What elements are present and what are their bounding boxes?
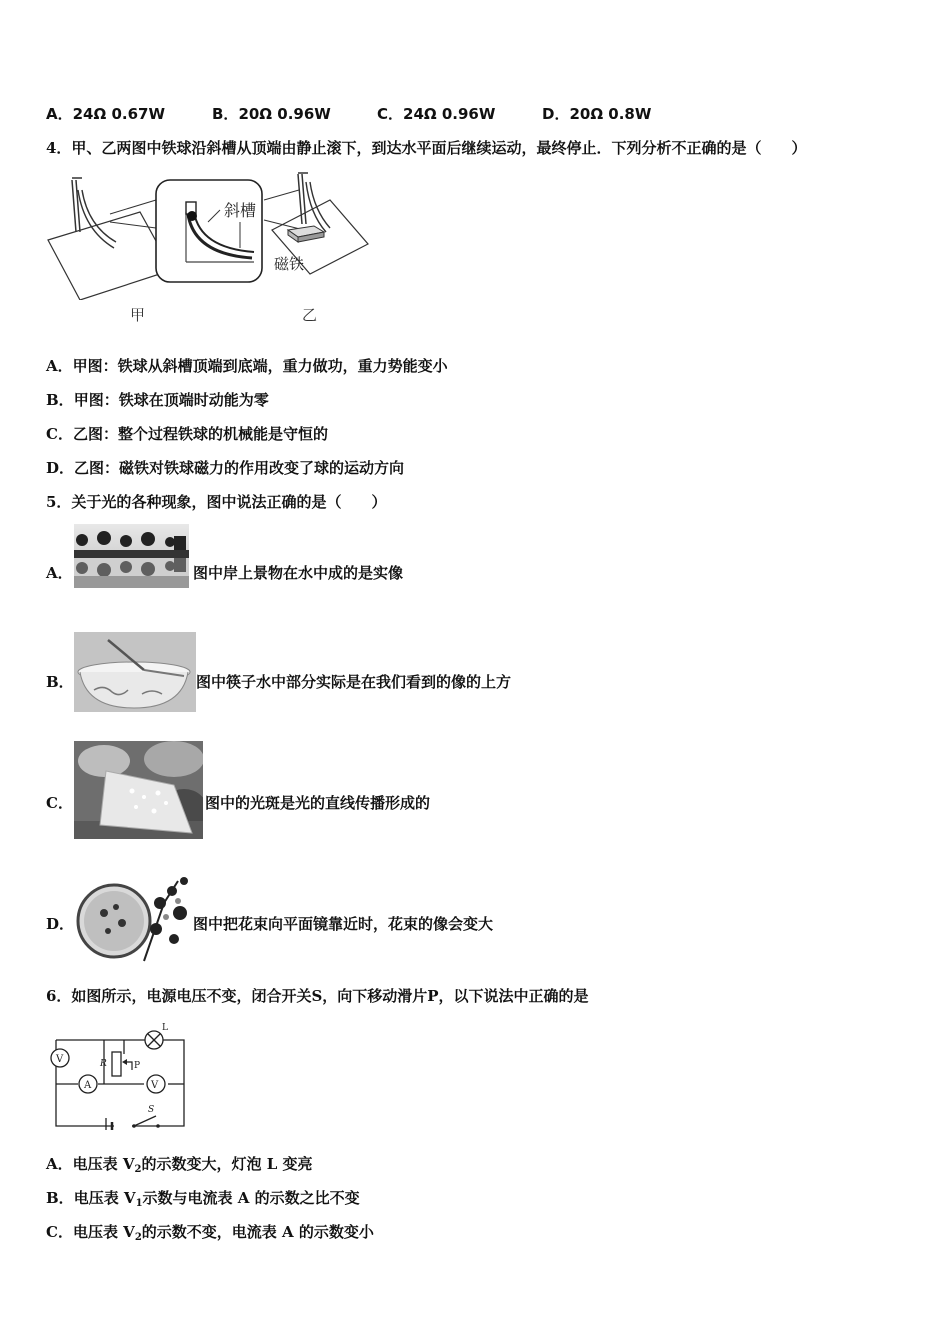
option-subscript: 2 — [134, 1164, 142, 1175]
option-subscript: 2 — [134, 1232, 142, 1243]
option-text: 20Ω 0.8W — [569, 105, 652, 123]
option-text: 甲图：铁球在顶端时动能为零 — [73, 391, 269, 409]
q6-option-c — [46, 1222, 374, 1248]
option-text: 乙图：整个过程铁球的机械能是守恒的 — [72, 425, 328, 443]
option-label: C． — [46, 1223, 73, 1241]
option-text: 20Ω 0.96W — [238, 105, 331, 123]
option-text-pre: 电压表 V — [73, 1189, 136, 1207]
option-label: B． — [46, 1189, 74, 1207]
option-label: D． — [46, 459, 75, 477]
option-text: 24Ω 0.96W — [403, 105, 496, 123]
q4-option-a — [46, 356, 448, 376]
magnet-icon — [288, 226, 324, 242]
option-text: 乙图：磁铁对铁球磁力的作用改变了球的运动方向 — [74, 459, 405, 477]
figure-caption-a: 甲 — [130, 306, 146, 324]
slot-zoom-icon — [156, 180, 262, 282]
ammeter-icon — [79, 1075, 97, 1093]
option-text: 甲图：铁球从斜槽顶端到底端，重力做功，重力势能变小 — [72, 357, 448, 375]
q5-option-d-text: 图中把花束向平面镜靠近时，花束的像会变大 — [193, 915, 494, 933]
q3-option-b — [212, 103, 331, 124]
voltmeter-v2-icon — [147, 1075, 165, 1093]
option-label: C． — [46, 425, 73, 443]
q5-stem: 5．关于光的各种现象，图中说法正确的是（ ） — [46, 493, 387, 511]
option-label: A． — [46, 1155, 73, 1173]
resistor-icon — [112, 1052, 121, 1076]
plane-a-icon — [48, 178, 172, 300]
option-label: B． — [212, 105, 239, 123]
v2-label: V — [151, 1080, 159, 1091]
light-spots-photo — [74, 741, 203, 839]
option-label: B． — [46, 391, 74, 409]
resistor-label: R — [100, 1059, 107, 1069]
option-label: D． — [542, 105, 570, 123]
q5-option-a-label: A． — [46, 564, 73, 582]
q3-option-a — [46, 103, 165, 124]
q3-option-c — [377, 103, 495, 124]
lamp-label: L — [162, 1023, 168, 1033]
q4-option-c — [46, 424, 328, 444]
q5-option-b-label: B． — [46, 673, 74, 691]
option-label: C． — [377, 105, 404, 123]
q5-option-b-text: 图中筷子水中部分实际是在我们看到的像的上方 — [196, 673, 512, 691]
option-label: A． — [46, 105, 73, 123]
battery-icon — [106, 1118, 112, 1130]
lamp-icon — [145, 1031, 163, 1049]
q4-option-b — [46, 390, 269, 410]
option-text: 24Ω 0.67W — [72, 105, 166, 123]
q5-option-d-label: D． — [46, 915, 75, 933]
option-text-pre: 电压表 V — [72, 1155, 135, 1173]
slot-label: 斜槽 — [224, 201, 257, 220]
option-text-post: 的示数不变，电流表 A 的示数变小 — [141, 1223, 374, 1241]
flowers-mirror-photo — [74, 873, 191, 963]
ramp-figure — [44, 170, 374, 300]
ammeter-label: A — [84, 1080, 92, 1091]
option-text-pre: 电压表 V — [72, 1223, 135, 1241]
q6-option-b — [46, 1188, 360, 1214]
option-text-post: 的示数变大，灯泡 L 变亮 — [141, 1155, 313, 1173]
q6-option-a — [46, 1154, 312, 1180]
chopstick-in-bowl-photo — [74, 632, 196, 712]
option-subscript: 1 — [135, 1198, 143, 1209]
slider-icon — [122, 1059, 132, 1070]
voltmeter-v1-icon — [51, 1049, 69, 1067]
q4-stem: 4．甲、乙两图中铁球沿斜槽从顶端由静止滚下，到达水平面后继续运动，最终停止．下列分析不正确的是（ ） — [46, 139, 807, 157]
option-text-post: 示数与电流表 A 的示数之比不变 — [142, 1189, 360, 1207]
circuit-diagram — [44, 1018, 194, 1130]
q6-stem: 6．如图所示，电源电压不变，闭合开关S，向下移动滑片P，以下说法中正确的是 — [46, 987, 589, 1005]
q4-option-d — [46, 458, 404, 478]
option-label: A． — [46, 357, 73, 375]
q5-option-a-text: 图中岸上景物在水中成的是实像 — [193, 564, 404, 582]
switch-label: S — [148, 1105, 155, 1115]
magnet-label: 磁铁 — [274, 255, 305, 273]
figure-caption-b: 乙 — [302, 306, 318, 324]
v1-label: V — [56, 1054, 64, 1065]
q5-option-c-label: C． — [46, 794, 73, 812]
q5-option-c-text: 图中的光斑是光的直线传播形成的 — [205, 794, 431, 812]
slider-label: P — [134, 1061, 141, 1071]
shore-reflection-photo — [74, 524, 189, 588]
q3-option-d — [542, 103, 651, 124]
